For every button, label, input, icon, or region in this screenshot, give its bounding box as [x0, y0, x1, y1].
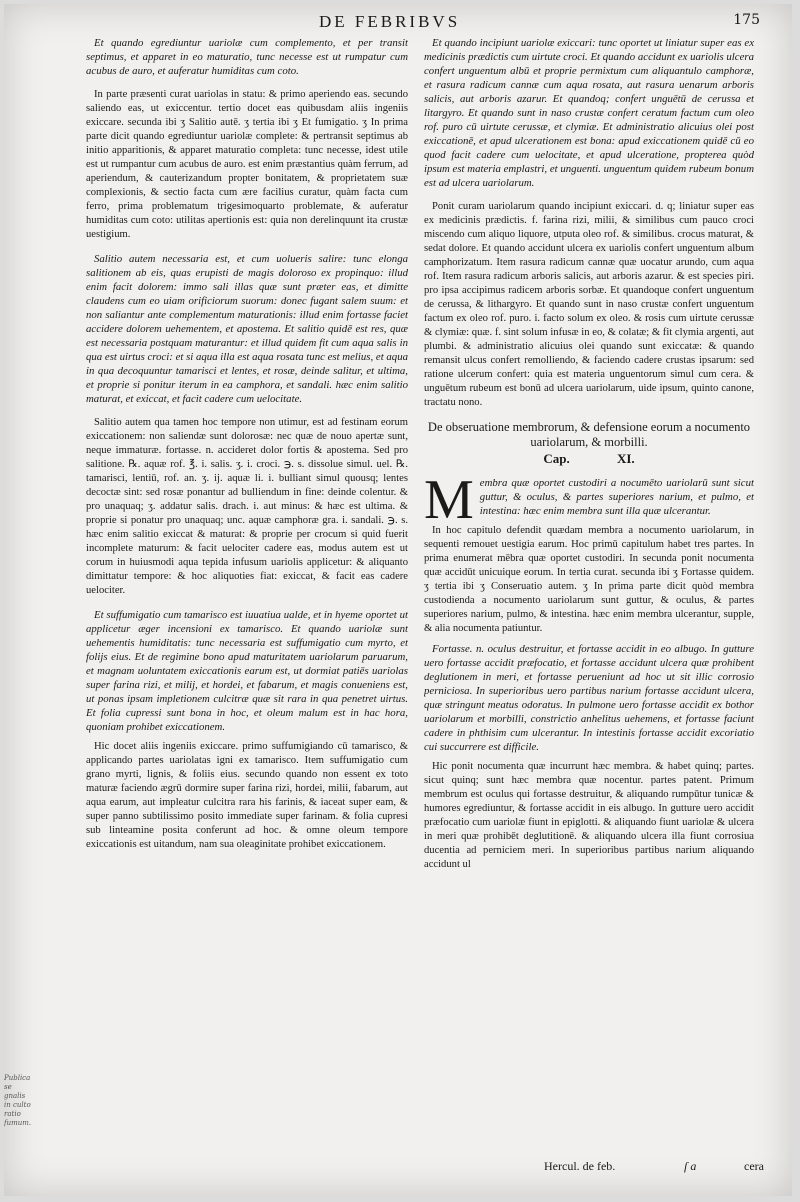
- text-paragraph: Et quando egrediuntur uariolæ cum complemento, et per transit septimus, et apparet in eo maturatio, tunc necesse est ut rumpatur cum acubus de auro, et auferatur humiditas cum coto.: [86, 37, 408, 77]
- text-paragraph: Salitio autem necessaria est, et cum uolueris salire: tunc elonga salitionem ab eis, quas erupisti de magis doloroso ex propinquo: illud enim facit dolorem: immo sali illas quæ sunt præter eas, et dimitte claudens cum eo uiam orificiorum suorum: donec fugant salem suum: et non saliantur ante complementum maturationis: illud enim fortasse faciet accidere dolorem uehementem, et apostema. Et salitio quidē est res, quæ est necessaria postquam maturantur: et illud quidem fit cum aqua salis in qua est uirtus croci: et si aqua illa est aqua rosata tunc est melius, et aqua in qua decoquuntur tamarisci et lentes, et rosæ, deinde salitur, et ultima, et proprie si ponitur iterum in ea camphora, et sandali. hæc enim salitio maturat, et exiccat, et facit cadere cum uelocitate.: [86, 253, 408, 405]
- chapter-label: Cap.: [543, 451, 570, 466]
- right-column: [424, 36, 754, 1156]
- commentary-paragraph: Hic ponit nocumenta quæ incurrunt hæc membra. & habet quinq; partes. sicut quinq; sunt hæc membra quæ nocentur. partes patent. Primum membrum est oculus qui fortasse destruitur, & aliquando rumpūtur tunicæ & humores egrediuntur, & fortasse accidit in eis albugo. In gutture uero accidit præfocatio cum uariolæ fiunt in epiglotti. & aliquando fiunt uariolæ & ulcera in meri quæ prohibēt deglutitionē. & aliquando ulcera illa fiunt corrosiua ducentia ad perniciem meri. In superioribus partibus narium aliquando accidunt ul: [424, 761, 754, 870]
- footer-title: Hercul. de feb.: [544, 1159, 616, 1173]
- commentary-paragraph: Salitio autem qua tamen hoc tempore non utimur, est ad festinam eorum exiccationem: non saliendæ sunt dolorosæ: nec quæ de nouo apertæ sunt, neque immaturæ. fortasse. n. accideret dolor fortis & apostema. Sed pro salitione. ℞. aquæ rof. ℥. i. salis. ʒ. i. croci. ℈. s. dissolue simul. uel. ℞. tamarisci, lentiū, rof. an. ʒ. ij. aquæ li. i. bulliant simul quousq; lentes decoctæ sint: sed rosæ ponantur ad bulliendum in fine: deinde colentur. & pro unaquaq; ʒ. addatur salis. drach. i. aut minus: & hæc est ultima. & proprie si ponatur pro unaquaq; unc. aquæ camphoræ gra. i. sandali. ℈. s. hæc enim salitio exiccat & maturat: & proprie per crocum si quid fuerit incomplete maturum: & facit uelociter cadere eas, modus autem est ut corum in huiusmodi aqua tepida infusum uariolis applicetur: & aliquanto dimittatur tempore: & hoc aliquoties fiat: exiccat, & facit eas cadere uelociter.: [86, 417, 408, 596]
- drop-capital: M: [424, 469, 474, 531]
- catchword: cera: [744, 1159, 764, 1173]
- running-title: DE FEBRIBVS: [319, 12, 461, 31]
- text-paragraph: Et quando incipiunt uariolæ exiccari: tunc oportet ut liniatur super eas ex medicinis prædictis cum uirtute croci. Et quando accidunt ex uariolis ulcera confert unguentum albū et proprie permixtum cum aliquantulo camphoræ, et rasura radicum cannæ cum aqua rosata, aut rasura uenarum arboris salicis, aut arboris azarur. Et quandoq; confert unguētū de cerussa et litargyro. Et quando sunt in naso crustæ confert ceratum factum cum oleo rof. puro cū uirtute cerussæ, et clymiæ. Et administratio alicuius olei post exiccationē, et apud ulcerationem est bona: apud exiccationem quidē cū eo quod facit cadere cum uelocitate, et apud ulceratione, propterea quòd ipsum est materia emplastri, et unguenti. unguentum quidem rubeum bonum est ad ulcera uariolarum.: [424, 37, 754, 189]
- text-paragraph: Et suffumigatio cum tamarisco est iuuatiua ualde, et in hyeme oportet ut applicetur æger incensioni ex tamarisco. Et quando uariolæ sunt uehementis humiditatis: tunc necessaria est suffumigatio cum myrto, et folijs eius. Et de regimine bono apud maturitatem uariolarum paruarum, et magnam uoluntatem exiccationis earum est, ut dormiat patiēs uariolas super farina rizi, et milij, et hordei, et fabarum, et magis conueniens est, ut ponas ipsam impletionem culcitræ quæ sit rara in qua penetret uirtus. Et folia cupressi sunt bona in hoc, et oleum malum est in hac hora, quoniam prohibet exiccationem.: [86, 609, 408, 733]
- commentary-paragraph: Ponit curam uariolarum quando incipiunt exiccari. d. q; liniatur super eas ex medicinis prædictis. f. farina rizi, milii, & similibus cum pauco croci miscendo cum aliquo liquore, utputa oleo rof. & similibus. crocus maturat, & sedat dolore. Et quando accidunt ulcera ex uariolis confert unguentum album camphorizatum. Item rasura radicum cannæ quæ uocatur arundo, cum aqua rof. Item rasura radicum arboris salicis, aut arboris azarur. & est species piri. pro ipsa accipimus radicem arboris sorbæ. Et quandoque confert unguentum de cerussa, & lithargyro. Et quando sunt in naso crustæ confert unguentum factum ex oleo rof. puro. i. facto solum ex oleo. & rosis cum uirtute cerussæ & clymiæ: quæ. f. sint solum infusæ in eo, & colatæ; & fit clymia argenti, aut plumbi. & administratio alicuius olei quando sunt exiccatæ: & quando remansit ulcus confert remolliendo, & faciendo cadere crustas ipsarum: sed ratione ulcerum confert: quia est materia unguentorum simul cum cera. & unguētum rubeum est bonū ad ulcera uariolarum, uide ipsum, quinto canone, tractatu nono.: [424, 201, 754, 408]
- page-footer: [474, 1159, 774, 1177]
- book-page: [4, 4, 792, 1196]
- chapter-title: De obseruatione membrorum, & defensione eorum a nocumento uariolarum, & morbilli.: [427, 420, 751, 449]
- chapter-number: XI.: [616, 451, 635, 466]
- left-column: [86, 36, 408, 1156]
- commentary-paragraph: In parte præsenti curat uariolas in statu: & primo aperiendo eas. secundo saliendo eas, ut exiccentur. tertio docet eas quibusdam aliis ingeniis exiccare. secunda ibi ʒ Salitio autē. ʒ tertia ibi ʒ Et fumigatio. ʒ In prima parte dicit quando egrediuntur uariolæ complete: & pertransit septimus ab initio apparitionis, & apparet maturatio completa: tunc necesse, idest utile est ut rumpantur cum acubus de auro. est enim præstantius quàm ferrum, ad aperiendum, & cauterizandum propter bonitatem, & proprietatem suæ complexionis, & sectio facta cum ære facilius curatur, quàm facta cum ferro, prima problematum trigesimoquarto problemate, & auferatur humiditas cum coto: utilitas apertionis est: quia non derelinquunt ita crustæ uestigium.: [86, 89, 408, 240]
- page-number: 175: [733, 12, 760, 28]
- text-paragraph: Fortasse. n. oculus destruitur, et fortasse accidit in eo albugo. In gutture uero fortasse accidit præfocatio, et fortasse accidunt ulcera quæ prohibent deglutionem in meri, et fortasse perueniunt ad hoc ut sit illic corrosio perniciosa. In superioribus uero partibus narium fortasse accidunt ulcera, quæ stringunt meatus odoratus. In pulmone uero fortasse accidit ex bothor uariolarum et morbilli, constrictio anhelitus uehemens, et fortasse faciunt cadere in phthisim cum ulcerantur. In intestinis fortasse accidit excoriatio cui succurrere est difficile.: [424, 643, 754, 753]
- signature-mark: ſ a: [684, 1159, 697, 1173]
- margin-note: Publica se gnalis in culto ratio fumum.: [4, 1074, 32, 1127]
- chapter-heading: [424, 452, 754, 466]
- running-header: [4, 12, 792, 34]
- commentary-paragraph: Hic docet aliis ingeniis exiccare. primo suffumigiando cū tamarisco, & applicando partes uariolatas igni ex tamarisco. Item suffumigatio cum grano myrti, lignis, & foliis eius. secundo quando non essent ex toto maturæ faciendo ægrū dormire super farina rizi, hordei, milii, fabarum, aut aqua earum, aut impleatur culcitra rara his farinis, & iaceat super eam, & super panno subtilissimo posito immediate super farinam. & folia cupresi sub linteamine posita conferunt ad hoc. & omne oleum tempore exiccationis est uitandum, nam sua oleaginitate prohibet exiccationem.: [86, 741, 408, 850]
- commentary-paragraph: In hoc capitulo defendit quædam membra a nocumento uariolarum, in sequenti remouet uestigia earum. Hoc primū capitulum habet tres partes. In prima enumerat mēbra quæ oportet custodiri. In secunda ponit nocumenta quæ accidūt unicuique eorum. In tertia curat. secunda ibi ʒ Fortasse quidem. ʒ tertia ibi ʒ Conseruatio autem. ʒ In prima parte dicit quòd membra custodienda a nocumento uariolarum sunt guttur, & oculus, & partes superiores narium, pulmo, & intestina. hæc enim membra ulcerantur, supple, & alia nocumenta patiuntur.: [424, 525, 754, 634]
- text-paragraph: embra quæ oportet custodiri a nocumēto uariolarū sunt sicut guttur, & oculus, & partes superiores narium, et pulmo, et intestina: hæc enim membra sunt illa quæ ulcerantur.: [479, 477, 754, 517]
